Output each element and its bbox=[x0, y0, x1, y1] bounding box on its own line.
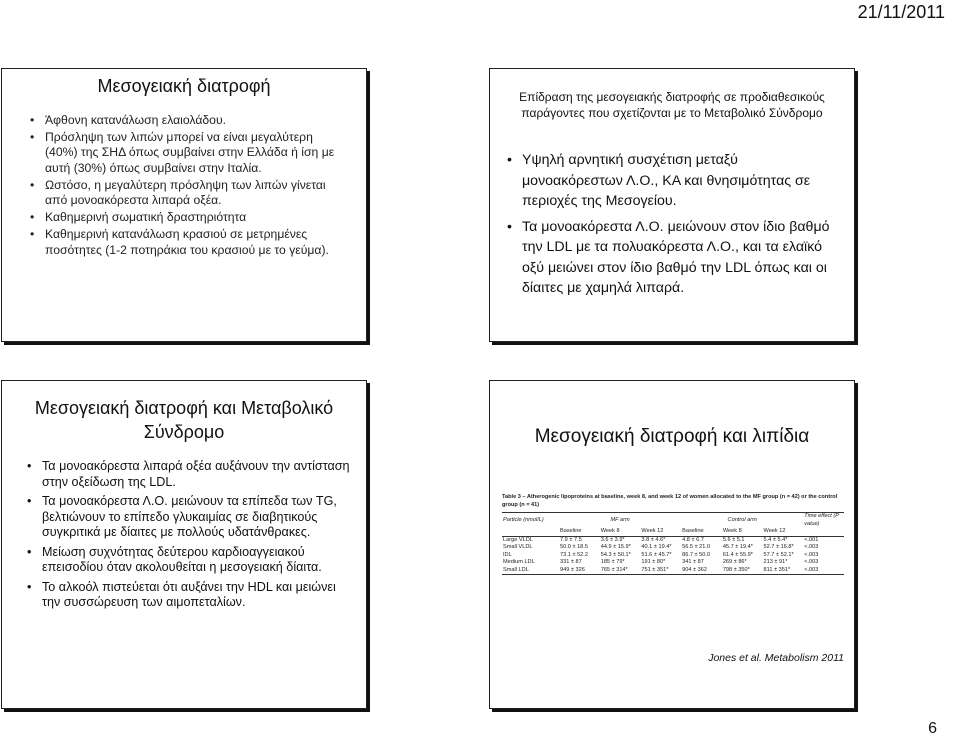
slide-thumbnail-3 bbox=[1, 380, 367, 709]
citation: Jones et al. Metabolism 2011 bbox=[708, 652, 844, 664]
table-cell: 765 ± 314* bbox=[600, 567, 641, 575]
table-cell: 904 ± 362 bbox=[681, 567, 722, 575]
slide-title: Μεσογειακή διατροφή και Μεταβολικό Σύνδρομο bbox=[34, 398, 334, 442]
table-cell: 56.5 ± 21.0 bbox=[682, 544, 711, 550]
table-header-cell: Week 8 bbox=[722, 528, 763, 536]
table-cell: 269 ± 86* bbox=[722, 559, 747, 565]
table-cell: 73.1 ± 52.2 bbox=[560, 551, 588, 558]
table-cell: 52.7 ± 16.8* bbox=[763, 544, 794, 550]
table-cell: Small VLDL bbox=[503, 544, 533, 550]
lipoprotein-table bbox=[502, 512, 844, 575]
table-header-cell bbox=[502, 528, 559, 536]
bullet-item: • Μείωση συχνότητας δεύτερου καρδιοαγγειακού επεισοδίου όταν ακολουθείται η μεσογειακή δίαιτα. bbox=[26, 545, 352, 576]
bullet-item: • Καθημερινή σωματική δραστηριότητα bbox=[29, 210, 342, 225]
table-cell: 3.6 ± 3.9* bbox=[600, 536, 625, 543]
table-group-header-cell: Particle (nmol/L) bbox=[502, 513, 559, 529]
table-cell: <.003 bbox=[804, 551, 819, 558]
page-number: 6 bbox=[928, 720, 937, 737]
table-header-cell: Week 12 bbox=[763, 528, 804, 536]
lipoprotein-table-figure bbox=[502, 494, 844, 575]
table-cell: 7.9 ± 7.5 bbox=[560, 536, 582, 543]
bullet-item: • Τα μονοακόρεστα Λ.Ο. μειώνουν τα επίπεδα των TG, βελτιώνουν το επίπεδο γλυκαιμίας σε διαβητικούς συγκριτικά με δίαιτες με πολλούς υδατάνθρακες. bbox=[26, 494, 352, 541]
table-cell: 5.6 ± 5.1 bbox=[722, 536, 745, 543]
table-cell: 51.6 ± 45.7* bbox=[641, 551, 672, 558]
table-cell: 57.7 ± 52.1* bbox=[763, 551, 794, 558]
table-header-cell: Baseline bbox=[681, 528, 722, 536]
slide-thumbnail-4 bbox=[489, 380, 855, 709]
table-cell: 50.0 ± 18.5 bbox=[560, 544, 588, 550]
table-group-header-row bbox=[502, 513, 844, 529]
table-cell: <.003 bbox=[803, 567, 844, 575]
table-cell: 751 ± 351* bbox=[640, 567, 681, 575]
table-header-cell: Week 8 bbox=[600, 528, 641, 536]
table-header-cell bbox=[803, 528, 844, 536]
bullet-item: • Καθημερινή κατανάλωση κρασιού σε μετρημένες ποσότητες (1-2 ποτηράκια του κρασιού με το γεύμα). bbox=[29, 227, 342, 257]
table-cell: IDL bbox=[503, 551, 512, 558]
slide-title: Επίδραση της μεσογειακής διατροφής σε προδιαθεσικούς παράγοντες που σχετίζονται με το Μεταβολικό Σύνδρομο bbox=[519, 90, 825, 120]
table-row bbox=[502, 552, 844, 560]
bullet-item: • Υψηλή αρνητική συσχέτιση μεταξύ μονοακόρεστων Λ.Ο., ΚΑ και θνησιμότητας σε περιοχές της Μεσογείου. bbox=[506, 150, 842, 212]
slide-thumbnail-2 bbox=[489, 68, 855, 342]
table-caption: Table 3 – Atherogenic lipoproteins at baseline, week 8, and week 12 of women allocated to the MF group (n = 42) or the control group (n = 41) bbox=[502, 494, 838, 508]
table-cell: 185 ± 79* bbox=[600, 559, 625, 565]
table-cell: 44.9 ± 15.9* bbox=[600, 544, 631, 550]
bullet-item: • Το αλκοόλ πιστεύεται ότι αυξάνει την HDL και μειώνει την συσσώρευση των αιμοπεταλίων. bbox=[26, 580, 352, 611]
table-group-header-cell: Control arm bbox=[681, 513, 803, 529]
table-cell: Small LDL bbox=[502, 567, 559, 575]
bullet-item: • Πρόσληψη των λιπών μπορεί να είναι μεγαλύτερη (40%) της ΣΗΔ όπως συμβαίνει στην Ελλάδα ή ίση με αυτή (30%) όπως συμβαίνει στην Ιταλία. bbox=[29, 130, 342, 176]
header-date: 21/11/2011 bbox=[857, 2, 945, 22]
table-cell: 86.7 ± 50.0 bbox=[682, 551, 711, 558]
bullet-item: • Ωστόσο, η μεγαλύτερη πρόσληψη των λιπών γίνεται από μονοακόρεστα λιπαρά οξέα. bbox=[29, 178, 342, 208]
table-cell: 5.4 ± 5.4* bbox=[763, 536, 788, 543]
table-cell: 798 ± 350* bbox=[722, 567, 763, 575]
bullet-item: • Τα μονοακόρεστα λιπαρά οξέα αυξάνουν την αντίσταση στην οξείδωση της LDL. bbox=[26, 459, 352, 490]
table-cell: 331 ± 87 bbox=[560, 559, 582, 565]
table-group-header-cell: MF arm bbox=[559, 513, 681, 529]
table-row bbox=[502, 544, 844, 552]
bullet-item: • Άφθονη κατανάλωση ελαιολάδου. bbox=[29, 113, 342, 128]
table-cell: 3.8 ± 4.6* bbox=[641, 536, 666, 543]
table-row bbox=[502, 559, 844, 567]
bullet-item: • Τα μονοακόρεστα Λ.Ο. μειώνουν στον ίδιο βαθμό την LDL με τα πολυακόρεστα Λ.Ο., και τα ελαϊκό οξύ μειώνει στον ίδιο βαθμό την LDL όπως και οι δίαιτες με χαμηλά λιπαρά. bbox=[506, 217, 842, 299]
table-cell: Medium LDL bbox=[503, 559, 535, 565]
table-cell: 341 ± 87 bbox=[682, 559, 704, 565]
table-header-cell: Baseline bbox=[559, 528, 600, 536]
slide-title: Μεσογειακή διατροφή και λιπίδια bbox=[534, 426, 810, 447]
table-cell: 811 ± 351* bbox=[763, 567, 804, 575]
table-cell: 54.3 ± 50.1* bbox=[600, 551, 631, 558]
table-cell: <.003 bbox=[804, 559, 819, 565]
table-cell: 213 ± 91* bbox=[763, 559, 788, 565]
slide-bullet-list bbox=[29, 113, 342, 260]
table-cell: <.001 bbox=[804, 536, 819, 543]
table-cell: 949 ± 326 bbox=[559, 567, 600, 575]
slide-title: Μεσογειακή διατροφή bbox=[97, 76, 271, 96]
slide-thumbnail-1 bbox=[1, 68, 367, 342]
table-row bbox=[502, 536, 844, 544]
table-cell: 4.8 ± 6.7 bbox=[682, 536, 704, 543]
table-group-header-cell: Time effect (P value) bbox=[803, 513, 844, 529]
table-sub-header-row bbox=[502, 528, 844, 536]
table-header-cell: Week 12 bbox=[640, 528, 681, 536]
table-cell: 61.4 ± 55.9* bbox=[722, 551, 753, 558]
table-row bbox=[502, 567, 844, 575]
slide-bullet-list bbox=[26, 459, 352, 615]
slide-bullet-list bbox=[506, 150, 842, 304]
table-cell: <.003 bbox=[804, 544, 819, 550]
table-cell: Large VLDL bbox=[503, 536, 533, 543]
table-cell: 191 ± 80* bbox=[641, 559, 666, 565]
table-cell: 40.1 ± 19.4* bbox=[641, 544, 672, 550]
table-cell: 45.7 ± 19.4* bbox=[722, 544, 753, 550]
